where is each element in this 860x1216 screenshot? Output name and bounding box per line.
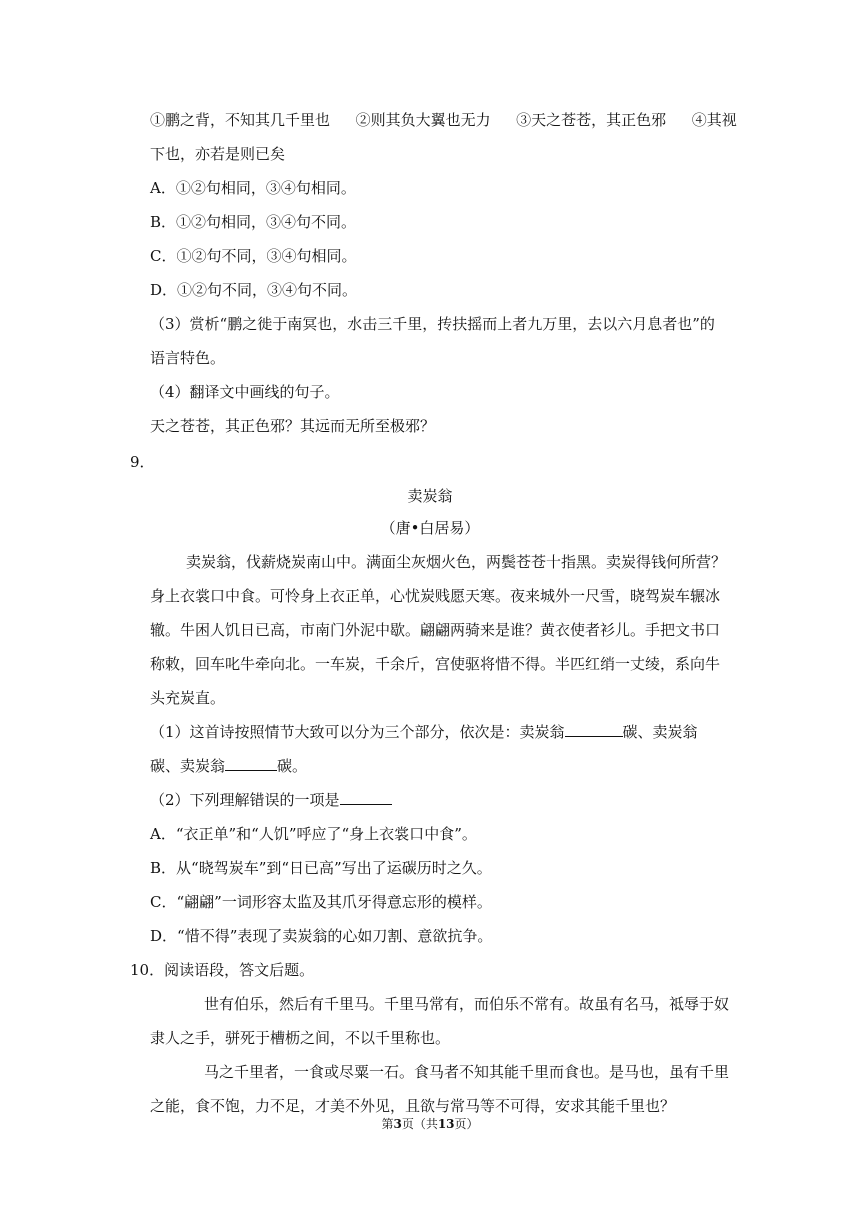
- option-letter: B．: [150, 859, 177, 877]
- option-letter: D．: [150, 281, 178, 299]
- q9-option-b[interactable]: [150, 858, 492, 878]
- q9-sub1-prompt: （1）这首诗按照情节大致可以分为三个部分，依次是：卖炭翁: [150, 723, 565, 741]
- option-text: ①②句不同，③④句相同。: [176, 247, 357, 265]
- page-footer: [0, 1114, 860, 1134]
- q10-instruction: 阅读语段，答文后题。: [164, 961, 315, 979]
- q10-para2: 马之千里者，一食或尽粟一石。食马者不知其能千里而食也。是马也，虽有千里: [204, 1063, 730, 1081]
- q9-sub2: [150, 790, 392, 810]
- footer-page-number: 3: [393, 1117, 402, 1131]
- q8-sentence-list-cont: 下也，亦若是则已矣: [150, 145, 286, 163]
- footer-suffix: 页）: [454, 1117, 479, 1131]
- q9-sub1-text: 碳、卖炭翁: [622, 723, 698, 741]
- q9-poem-line: 称敕，回车叱牛牵向北。一车炭，千余斤，宫使驱将惜不得。半匹红绡一丈绫，系向牛: [150, 655, 721, 673]
- q10-para1-cont: 隶人之手，骈死于槽枥之间，不以千里称也。: [150, 1029, 451, 1047]
- q9-sub1: [150, 722, 698, 742]
- option-text: ①②句不同，③④句不同。: [177, 281, 358, 299]
- q8-sentence-1: ①鹏之背，不知其几千里也: [150, 111, 331, 129]
- q10-para2-cont: 之能，食不饱，力不足，才美不外见，且欲与常马等不可得，安求其能千里也？: [150, 1097, 676, 1115]
- option-letter: C．: [150, 247, 177, 265]
- q8-sub4: （4）翻译文中画线的句子。: [150, 383, 340, 401]
- option-text: “惜不得”表现了卖炭翁的心如刀割、意欲抗争。: [177, 927, 493, 945]
- q10-number: 10．: [130, 961, 165, 979]
- footer-middle: 页（共: [401, 1117, 438, 1131]
- q9-option-c[interactable]: [150, 892, 492, 912]
- q8-sentence-4: ④其视: [691, 111, 737, 129]
- q9-sub1-text: 碳。: [277, 757, 308, 775]
- q9-sub2-prompt: （2）下列理解错误的一项是: [150, 791, 340, 809]
- q9-poem-title: 卖炭翁: [407, 487, 453, 505]
- option-letter: D．: [150, 927, 178, 945]
- q8-sub3: （3）赏析“鹏之徙于南冥也，水击三千里，抟扶摇而上者九万里，去以六月息者也”的: [150, 315, 715, 333]
- q9-poem-line: 辙。牛困人饥日已高，市南门外泥中歇。翩翩两骑来是谁？黄衣使者衫儿。手把文书口: [150, 621, 721, 639]
- q9-option-d[interactable]: [150, 926, 492, 946]
- q8-sub3-cont: 语言特色。: [150, 349, 226, 367]
- q8-sentence-3: ③天之苍苍，其正色邪: [516, 111, 667, 129]
- q9-sub1-cont: [150, 756, 307, 776]
- q9-number: 9．: [130, 453, 155, 471]
- answer-blank-2[interactable]: [225, 756, 277, 771]
- q9-option-a[interactable]: [150, 824, 477, 844]
- option-letter: B．: [150, 213, 177, 231]
- q8-sub4-sentence: 天之苍苍，其正色邪？其远而无所至极邪？: [150, 417, 436, 435]
- q8-option-b[interactable]: [150, 212, 356, 232]
- option-letter: A．: [150, 825, 176, 843]
- q8-option-c[interactable]: [150, 246, 357, 266]
- q10-para1: 世有伯乐，然后有千里马。千里马常有，而伯乐不常有。故虽有名马，祗辱于奴: [204, 995, 730, 1013]
- option-letter: C．: [150, 893, 177, 911]
- option-text: ①②句相同，③④句相同。: [175, 179, 356, 197]
- option-letter: A．: [150, 179, 176, 197]
- q8-sentence-list: [150, 110, 737, 130]
- option-text: 从“晓驾炭车”到“日已高”写出了运碳历时之久。: [176, 859, 492, 877]
- q10-heading: [130, 960, 314, 980]
- q9-sub1-text: 碳、卖炭翁: [150, 757, 226, 775]
- q8-option-d[interactable]: [150, 280, 357, 300]
- q9-poem-line: 卖炭翁，伐薪烧炭南山中。满面尘灰烟火色，两鬓苍苍十指黑。卖炭得钱何所营？: [186, 553, 727, 571]
- footer-prefix: 第: [381, 1117, 394, 1131]
- q8-option-a[interactable]: [150, 178, 356, 198]
- option-text: “衣正单”和“人饥”呼应了“身上衣裳口中食”。: [175, 825, 477, 843]
- q9-poem-line: 身上衣裳口中食。可怜身上衣正单，心忧炭贱愿天寒。夜来城外一尺雪，晓驾炭车辗冰: [150, 587, 721, 605]
- option-text: ①②句相同，③④句不同。: [176, 213, 357, 231]
- option-text: “翩翩”一词形容太监及其爪牙得意忘形的模样。: [176, 893, 492, 911]
- q8-sentence-2: ②则其负大翼也无力: [355, 111, 491, 129]
- answer-blank-3[interactable]: [340, 790, 392, 805]
- footer-total-pages: 13: [437, 1117, 455, 1131]
- q9-poem-author: （唐•白居易）: [380, 519, 480, 537]
- q9-poem-line: 头充炭直。: [150, 689, 226, 707]
- answer-blank-1[interactable]: [565, 722, 623, 737]
